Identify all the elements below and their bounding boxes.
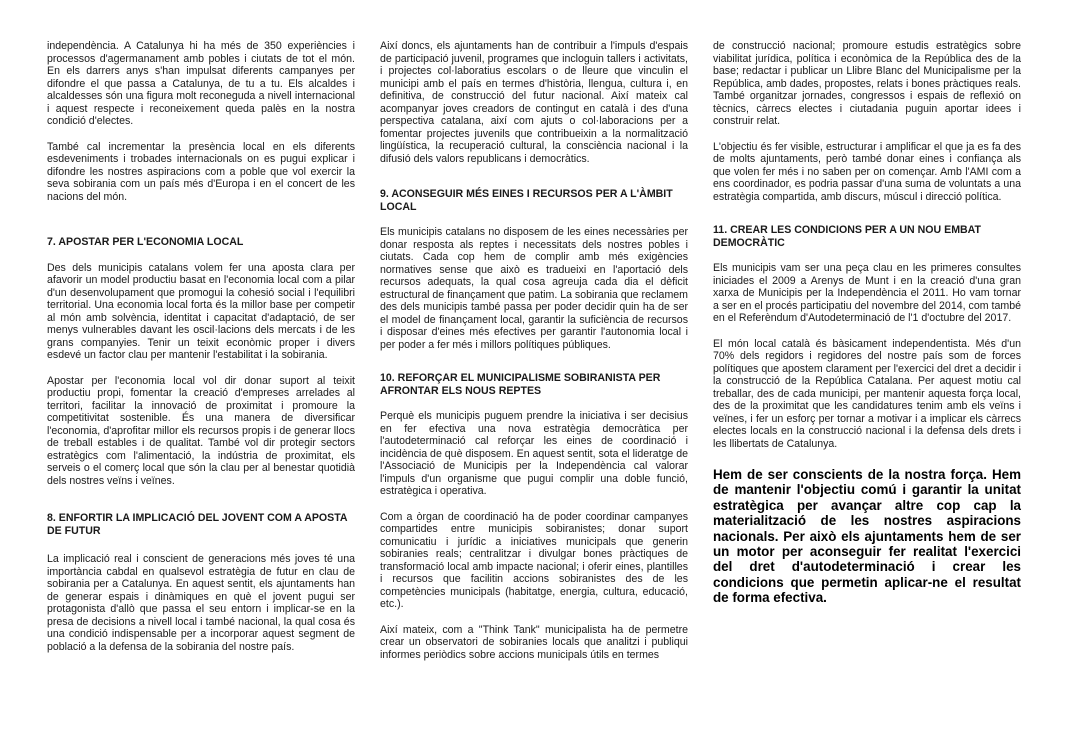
column-3 bbox=[713, 40, 1021, 606]
closing-statement: Hem de ser conscients de la nostra força. Hem de mantenir l'objectiu comú i garantir la unitat estratègica per avançar altre cop cap la materialització de les nostres aspiracions nacionals. Per això els ajuntaments hem de ser un motor per aconseguir fer realitat l'exercici del dret d'autodeterminació i crear les condicions que permetin aplicar-ne el resultat de forma efectiva. bbox=[713, 467, 1021, 606]
paragraph: Des dels municipis catalans volem fer una aposta clara per afavorir un model productiu basat en l'economia local com a pilar d'un desenvolupament que promogui la cohesió social i l'equilibri territorial. Una economia local forta és la millor base per competir al món amb solvència, identitat i capacitat d'adaptació, de ser menys vulnerables davant les oscil·lacions dels mercats i de les grans companyies. Tenir un teixit econòmic proper i divers esdevé un factor clau per mantenir l'estabilitat i la sobirania. bbox=[47, 261, 355, 361]
section-heading-7: 7. APOSTAR PER L'ECONOMIA LOCAL bbox=[47, 236, 244, 248]
section-heading-9: 9. ACONSEGUIR MÉS EINES I RECURSOS PER A L'ÀMBIT LOCAL bbox=[380, 188, 673, 213]
paragraph: Així mateix, com a "Think Tank" municipalista ha de permetre crear un observatori de sobiranies locals que analitzi i publiqui informes periòdics sobre accions municipals útils en termes bbox=[380, 623, 688, 661]
paragraph: Els municipis catalans no disposem de les eines necessàries per donar resposta als reptes i necessitats dels nostres pobles i ciutats. Cada cop hem de complir amb més exigències normatives sense que això es tradueixi en l'aportació dels recursos adequats, la qual cosa agreuja cada dia el dèficit estructural de finançament que patim. La sobirania que reclamem des dels municipis també passa per poder decidir quin ha de ser el model de finançament local, garantir la suficiència de recursos i disposar d'eines més efectives per garantir l'autonomia local i per poder a fer més i millors polítiques públiques. bbox=[380, 226, 688, 351]
section-heading-10: 10. REFORÇAR EL MUNICIPALISME SOBIRANISTA PER AFRONTAR ELS NOUS REPTES bbox=[380, 372, 661, 397]
paragraph: Els municipis vam ser una peça clau en les primeres consultes iniciades el 2009 a Arenys de Munt i en la creació d'una gran xarxa de Municipis per la Independència el 2011. Ho vam tornar a ser en el procés participatiu del novembre del 2014, com també en el Referèndum d'Autodeterminació de l'1 d'octubre del 2017. bbox=[713, 262, 1021, 324]
paragraph: Apostar per l'economia local vol dir donar suport al teixit productiu propi, fomentar la creació d'empreses arrelades al territori, facilitar la innovació de proximitat i promoure la competitivitat sostenible. És una manera de diversificar l'economia, d'aprofitar millor els recursos propis i de generar llocs de treball estables i de qualitat. També vol dir protegir sectors estratègics com l'alimentació, la indústria de proximitat, els serveis o el comerç local que són la clau per al benestar quotidià dels nostres veïns i veïnes. bbox=[47, 374, 355, 487]
paragraph: Com a òrgan de coordinació ha de poder coordinar campanyes compartides entre municipis sobiranistes; donar suport comunicatiu i jurídic a iniciatives municipals que generin sobiranies reals; centralitzar i divulgar bones pràctiques de transformació local amb impacte nacional; i oferir eines, plantilles i recursos que facilitin accions sobiranistes des de les competències municipals (habitatge, energia, cultura, educació, etc.). bbox=[380, 510, 688, 610]
paragraph: L'objectiu és fer visible, estructurar i amplificar el que ja es fa des de molts ajuntaments, però també donar eines i confiança als que volen fer més i no saben per on començar. Amb l'AMI com a ens coordinador, es podria passar d'una suma de voluntats a una estratègia compartida, amb discurs, múscul i direcció política. bbox=[713, 140, 1021, 203]
paragraph: Així doncs, els ajuntaments han de contribuir a l'impuls d'espais de participació juvenil, programes que incloguin tallers i activitats, i projectes col·laboratius escolars o de lleure que vinculin el municipi amb el país en termes d'història, llengua, cultura i, en definitiva, de construcció del futur nacional. Així mateix cal acompanyar joves creadors de contingut en català i des d'una perspectiva catalana, així com ajuts o col·laboracions per a fomentar projectes juvenils que contribueixin a la normalització lingüística, la recuperació cultural, la consciència nacional i la difusió dels valors republicans i democràtics. bbox=[380, 40, 688, 165]
paragraph: La implicació real i conscient de generacions més joves té una importància cabdal en qualsevol estratègia de futur en clau de sobirania per a Catalunya. En aquest sentit, els ajuntaments han de generar espais i dinàmiques en què el jovent pugui ser protagonista d'allò que passa el seu entorn i implicar-se en la presa de decisions a nivell local i també nacional, la qual cosa és una condició indispensable per a incorporar aquest segment de població a la defensa de la sobirania del nostre país. bbox=[47, 553, 355, 653]
column-2 bbox=[380, 40, 688, 661]
section-heading-8: 8. ENFORTIR LA IMPLICACIÓ DEL JOVENT COM A APOSTA DE FUTUR bbox=[47, 512, 348, 537]
paragraph: de construcció nacional; promoure estudis estratègics sobre viabilitat jurídica, política i econòmica de la República des de la base; redactar i publicar un Llibre Blanc del Municipalisme per la República, amb dades, propostes, relats i bones pràctiques reals. També organitzar jornades, congressos i espais de reflexió on tècnics, càrrecs electes i ciutadania puguin aportar idees i construir relat. bbox=[713, 40, 1021, 127]
section-heading-11: 11. CREAR LES CONDICIONS PER A UN NOU EMBAT DEMOCRÀTIC bbox=[713, 224, 982, 249]
paragraph: Perquè els municipis puguem prendre la iniciativa i ser decisius en fer efectiva una nova estratègia democràtica per l'autodeterminació cal reforçar les eines de coordinació i incidència de què disposem. En aquest sentit, sota el lideratge de l'Associació de Municipis per la Independència cal valorar l'impuls d'un organisme que pugui complir una doble funció, estratègica i operativa. bbox=[380, 410, 689, 497]
column-1 bbox=[47, 40, 355, 653]
paragraph: També cal incrementar la presència local en els diferents esdeveniments i trobades internacionals on es pugui explicar i difondre les nostres aspiracions com a poble que vol exercir la seva sobirania com un país més d'Europa i en el concert de les nacions del món. bbox=[47, 140, 355, 203]
paragraph: El món local català és bàsicament independentista. Més d'un 70% dels regidors i regidores del nostre país som de forces polítiques que apostem clarament per l'exercici del dret a decidir i la construcció de la República Catalana. Per aquest motiu cal treballar, des de cada municipi, per mantenir aquesta força local, des de la proximitat que les candidatures tenim amb els veïns i veïnes, i fer un esforç per tornar a motivar i a implicar els càrrecs electes locals en la construcció nacional i la defensa dels drets i les llibertats de Catalunya. bbox=[713, 337, 1021, 450]
paragraph: independència. A Catalunya hi ha més de 350 experiències i processos d'agermanament amb pobles i ciutats de tot el món. En els darrers anys s'han impulsat diferents campanyes per difondre el que passa a Catalunya, de tu a tu. Els alcaldes i alcaldesses són una figura molt reconeguda a nivell internacional i aquest respecte i reconeixement queda palès en la nostra condició d'electes. bbox=[47, 40, 355, 127]
